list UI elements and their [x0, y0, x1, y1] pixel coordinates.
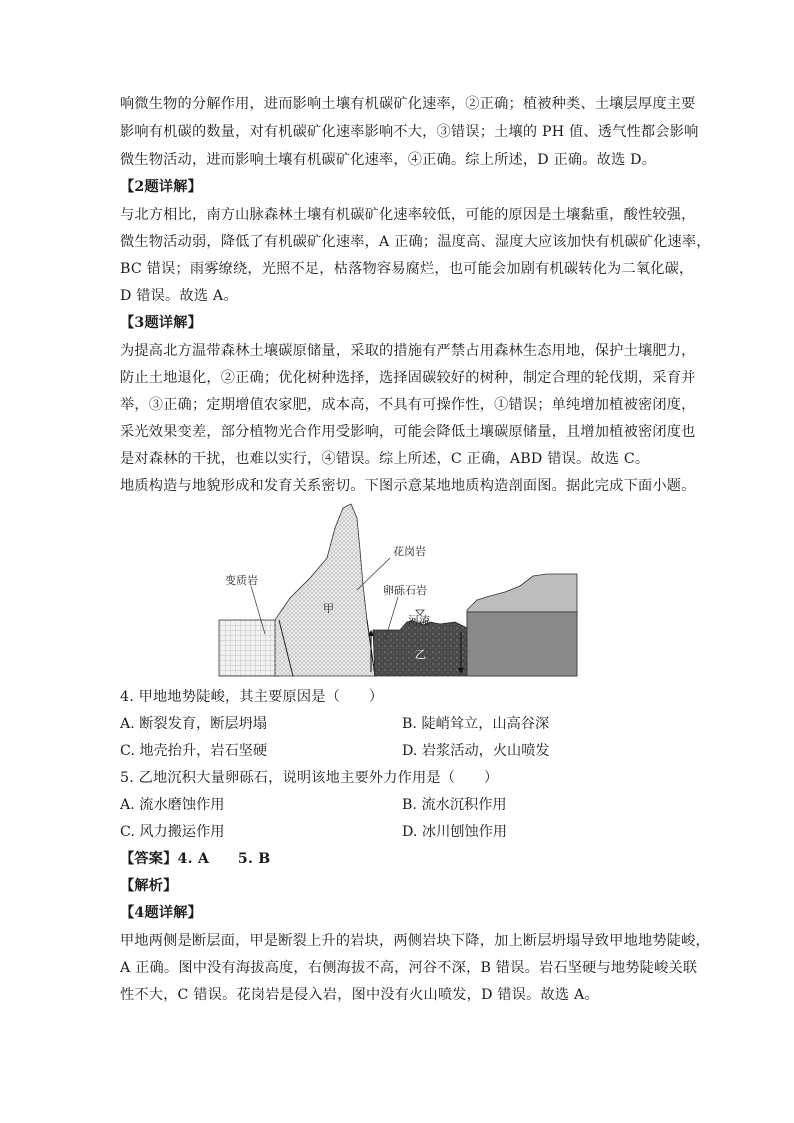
- text-line: 与北方相比，南方山脉森林土壤有机碳矿化速率较低，可能的原因是土壤黏重，酸性较强，: [120, 207, 696, 223]
- question-5-option-c: C. 风力搬运作用: [120, 824, 225, 840]
- label-conglomerate: 卵砾石岩: [383, 584, 427, 597]
- label-yi: 乙: [415, 648, 426, 661]
- metamorphic-rock-block: [219, 620, 279, 676]
- label-jia: 甲: [323, 602, 334, 615]
- text-line: 微生物活动弱，降低了有机碳矿化速率，A 正确；温度高、湿度大应该加快有机碳矿化速率，: [120, 234, 711, 250]
- text-line: 微生物活动，进而影响土壤有机碳矿化速率，④正确。综上所述，D 正确。故选 D。: [120, 152, 657, 168]
- question-4-option-b: B. 陡峭耸立，山高谷深: [402, 716, 550, 732]
- right-lower-stratum: [467, 612, 577, 676]
- answer-line: 【答案】4. A 5. B: [120, 851, 271, 867]
- text-line: 为提高北方温带森林土壤碳原储量，采取的措施有严禁占用森林生态用地，保护土壤肥力，: [120, 343, 696, 359]
- question-5-option-b: B. 流水沉积作用: [402, 797, 507, 813]
- label-metamorphic: 变质岩: [225, 574, 258, 587]
- analysis-heading: 【解析】: [120, 878, 178, 894]
- section-heading: 【4题详解】: [120, 905, 203, 921]
- question-5-option-d: D. 冰川刨蚀作用: [402, 824, 508, 840]
- text-line: D 错误。故选 A。: [120, 288, 238, 304]
- section-heading: 【3题详解】: [120, 315, 203, 331]
- text-line: 是对森林的干扰，也难以实行，④错误。综上所述，C 正确，ABD 错误。故选 C。: [120, 451, 650, 467]
- text-line: BC 错误；雨雾缭绕，光照不足，枯落物容易腐烂，也可能会加剧有机碳转化为二氧化碳，: [120, 261, 694, 277]
- text-line: 性不大，C 错误。花岗岩是侵入岩，图中没有火山喷发，D 错误。故选 A。: [120, 987, 599, 1003]
- question-4-option-c: C. 地壳抬升，岩石坚硬: [120, 743, 268, 759]
- cross-section-diagram: [215, 500, 580, 680]
- question-4-option-d: D. 岩浆活动，火山喷发: [402, 743, 550, 759]
- question-5-option-a: A. 流水磨蚀作用: [120, 797, 225, 813]
- section-heading: 【2题详解】: [120, 179, 203, 195]
- text-line: 防止土地退化，②正确；优化树种选择，选择固碳较好的树种，制定合理的轮伐期，采育并: [120, 370, 696, 386]
- granite-block-jia: [275, 504, 375, 676]
- text-line: 举，③正确；定期增值农家肥，成本高，不具有可操作性，①错误；单纯增加植被密闭度，: [120, 397, 696, 413]
- question-4-stem: 4. 甲地地势陡峻，其主要原因是（ ）: [120, 689, 384, 705]
- label-river: 河流: [408, 614, 430, 627]
- question-5-stem: 5. 乙地沉积大量卵砾石，说明该地主要外力作用是（ ）: [120, 770, 499, 786]
- text-line: A 正确。图中没有海拔高度，右侧海拔不高，河谷不深，B 错误。岩石坚硬与地势陡峻关联: [120, 960, 698, 976]
- text-line: 影响有机碳的数量，对有机碳矿化速率影响不大，③错误；土壤的 PH 值、透气性都会影响: [120, 124, 699, 140]
- text-line: 响微生物的分解作用，进而影响土壤有机碳矿化速率，②正确；植被种类、土壤层厚度主要: [120, 96, 696, 112]
- question-4-option-a: A. 断裂发育，断层坍塌: [120, 716, 267, 732]
- text-line: 甲地两侧是断层面，甲是断裂上升的岩块，两侧岩块下降，加上断层坍塌导致甲地地势陡峻，: [120, 933, 710, 949]
- text-line: 地质构造与地貌形成和发育关系密切。下图示意某地地质构造剖面图。据此完成下面小题。: [120, 478, 696, 494]
- geology-cross-section-figure: [215, 500, 580, 680]
- label-granite: 花岗岩: [393, 545, 426, 558]
- text-line: 采光效果变差，部分植物光合作用受影响，可能会降低土壤碳原储量，且增加植被密闭度也: [120, 424, 696, 440]
